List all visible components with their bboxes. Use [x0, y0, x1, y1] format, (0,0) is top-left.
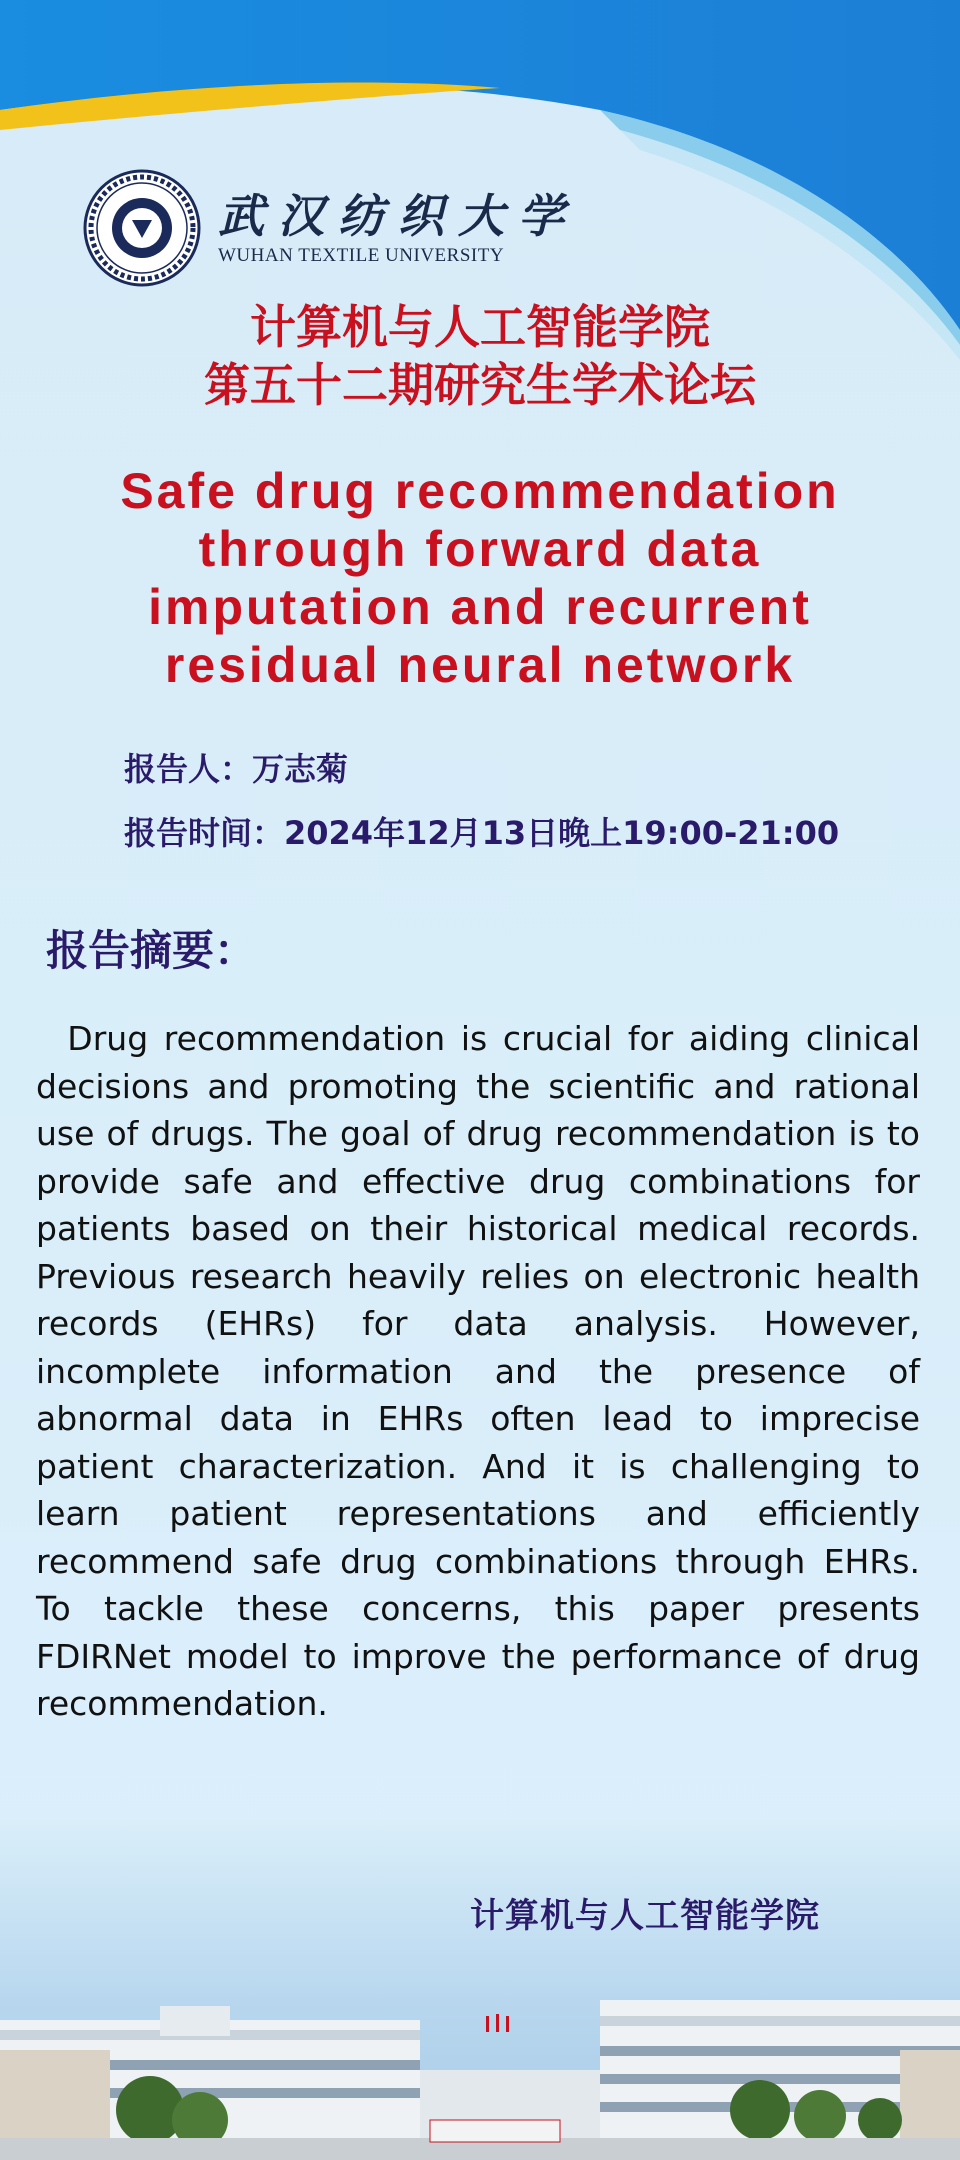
- campus-illustration: [0, 1820, 960, 2160]
- university-name-en: WUHAN TEXTILE UNIVERSITY: [218, 245, 505, 266]
- talk-title-line: Safe drug recommendation: [120, 463, 840, 519]
- speaker: 报告人：万志菊: [124, 750, 349, 788]
- university-seal-icon: [82, 168, 202, 288]
- college-name: 计算机与人工智能学院: [250, 300, 710, 354]
- talk-title: [40, 462, 920, 694]
- talk-title-line: imputation and recurrent: [148, 579, 812, 635]
- talk-title-line: residual neural network: [164, 637, 796, 693]
- footer-college-name: 计算机与人工智能学院: [470, 1896, 820, 1936]
- talk-time: 报告时间：2024年12月13日晚上19:00-21:00: [124, 814, 840, 852]
- abstract-heading: 报告摘要：: [46, 926, 257, 975]
- university-name-cn: 武汉纺织大学: [218, 189, 578, 243]
- forum-name: 第五十二期研究生学术论坛: [204, 358, 756, 412]
- talk-title-line: through forward data: [198, 521, 762, 577]
- university-logo: [82, 168, 578, 288]
- abstract-text: Drug recommendation is crucial for aiding clinical decisions and promoting the scientific and rational use of drugs. The goal of drug recommendation is to provide safe and effective drug combinations for patients based on their historical medical records. Previous research heavily relies on electronic health records (EHRs) for data analysis. However, incomplete information and the presence of abnormal data in EHRs often lead to imprecise patient characterization. And it is challenging to learn patient representations and efficiently recommend safe drug combinations through EHRs. To tackle these concerns, this paper presents FDIRNet model to improve the performance of drug recommendation.: [36, 1019, 920, 1723]
